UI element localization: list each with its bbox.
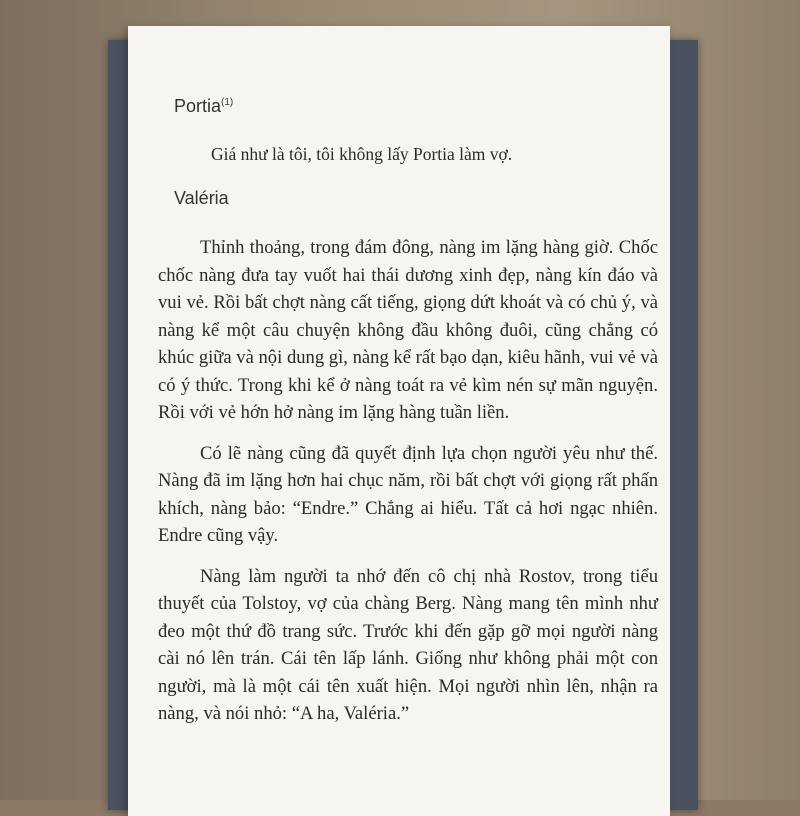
valeria-body	[158, 234, 658, 741]
paragraph: Nàng làm người ta nhớ đến cô chị nhà Rostov, trong tiểu thuyết của Tolstoy, vợ của chàng Berg. Nàng mang tên mình như đeo một thứ đồ trang sức. Trước khi đến gặp gỡ mọi người nàng cài nó lên trán. Cái tên lấp lánh. Giống như không phải một con người, mà là một cái tên xuất hiện. Mọi người nhìn lên, nhận ra nàng, và nói nhỏ: “A ha, Valéria.”	[158, 565, 658, 724]
paragraph: Có lẽ nàng cũng đã quyết định lựa chọn người yêu như thế. Nàng đã im lặng hơn hai chục năm, rồi bất chợt với giọng rất phấn khích, nàng bảo: “Endre.” Chẳng ai hiểu. Tất cả hơi ngạc nhiên. Endre cũng vậy.	[158, 442, 658, 546]
footnote-mark: (1)	[221, 97, 234, 108]
portia-text: Giá như là tôi, tôi không lấy Portia làm vợ.	[211, 144, 513, 164]
section-heading-valeria: Valéria	[174, 188, 229, 208]
book-page	[128, 26, 670, 816]
paragraph: Thỉnh thoảng, trong đám đông, nàng im lặng hàng giờ. Chốc chốc nàng đưa tay vuốt hai thái dương xinh đẹp, nàng kín đáo và vui vẻ. Rồi bất chợt nàng cất tiếng, giọng dứt khoát và có chủ ý, và nàng kể một câu chuyện không đầu không đuôi, cũng chẳng có khúc giữa và nội dung gì, nàng kể rất bạo dạn, kiêu hãnh, vui vẻ và có ý thức. Trong khi kể ở nàng toát ra vẻ kìm nén sự mãn nguyện. Rồi với vẻ hớn hở nàng im lặng hàng tuần liền.	[158, 237, 658, 423]
section-heading-portia	[174, 96, 233, 117]
heading-title: Portia	[174, 96, 222, 116]
